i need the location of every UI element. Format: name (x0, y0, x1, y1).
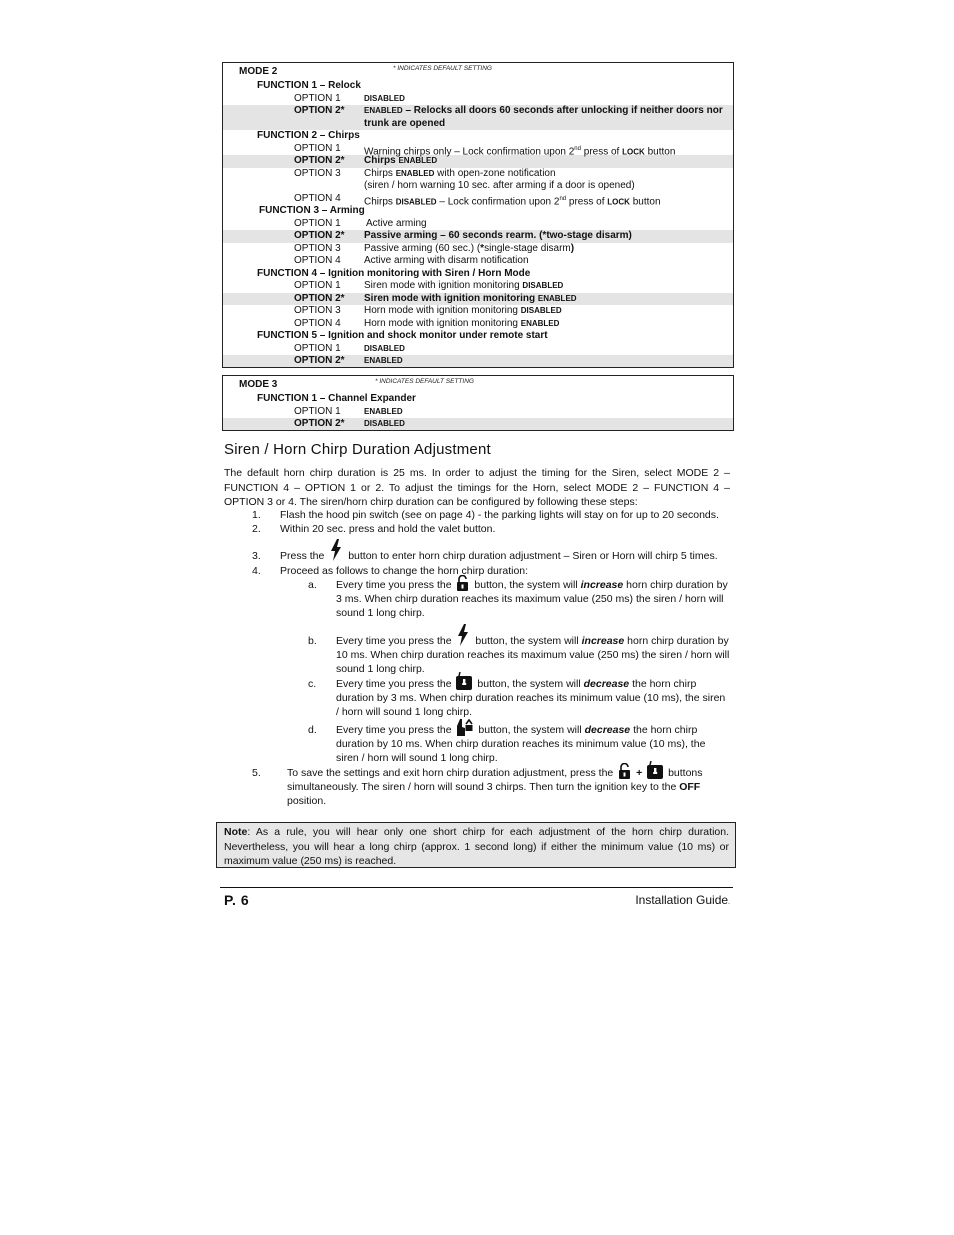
unlock-icon (456, 575, 469, 591)
option-label: OPTION 1 (294, 92, 341, 104)
default-option-row: OPTION 2* Siren mode with ignition monitoring ENABLED (223, 293, 733, 306)
lightning-icon (456, 624, 470, 646)
function-title: FUNCTION 1 – Channel Expander (257, 393, 416, 404)
trunk-icon (456, 672, 472, 690)
page: MODE 2 * INDICATES DEFAULT SETTING FUNCTION 1 – Relock OPTION 1 DISABLED OPTION 2* ENABLED – Relocks all doors 60 seconds after unlocking if neither doors nor trunk are opened FUNCTION 2 – Chirps OPTION 1 Warning chirps only – Lock confirmation upon 2nd press of LOCK button OPTION 2* Chirps ENABLED OPTION 3 Chirps ENABLED with open-zone notification (siren / horn warning 10 sec. after arming if a door is opened) OPTION 4 Chirps DISABLED – Lock confirmation upon 2nd press of LOCK button FUNCTION 3 – Arming OPTION 1 Active arming OPTION 2* Passive arming – 60 seconds rearm. (*two-stage disarm) OPTION 3 Passive arming (60 sec.) (*single-stage disarm) OPTION 4 Active arming with disarm notification FUNCTION 4 – Ignition monitoring with Siren / Horn Mode OPTION 1 Siren mode with ignition monitoring DISABLED OPTION 2* Siren mode with ignition monitoring ENABLED OPTION 3 Horn mode with ignition monitoring DISABLED OPTION 4 Horn mode with ignition monitoring ENABLED FUNCTION 5 – Ignition and shock monitor under remote start OPTION 1 DISABLED OPTION 2* ENABLED MODE 3 * INDICATES DEFAULT SETTING FUNCTION 1 – Channel Expander OPTION 1 ENABLED OPTION 2* DISABLED Siren / Horn Chirp Duration Adjustment The default horn chirp duration is 25 ms. In order to adjust the timing for the Siren, select MODE 2 – FUNCTION 4 – OPTION 1 or 2. To adjust the timings for the Horn, select MODE 2 – FUNCTION 4 – OPTION 3 or 4. The siren/horn chirp duration can be configured by following these steps: 1. Flash the hood pin switch (see on page 4) - the parking lights will stay on for up to 20 seconds. 2. Within 20 sec. press and hold the valet button. 3. Press the button to enter horn chirp duration adjustment – Siren or Horn will chirp 5 times. 4. Proceed as follows to change the horn chirp duration: a. Every time you press the button, the system will increase horn chirp duration by 3 ms. When chirp duration reaches its maximum value (250 ms) the siren / horn will sound 1 long chirp. b. Every time you press the button, the system will increase horn chirp duration by 10 ms. When chirp duration reaches its maximum value (250 ms) the siren / horn will sound 1 long chirp. c. Every time you press the button, the system will decrease the horn chirp duration by 3 ms. When chirp duration reaches its minimum value (10 ms), the siren / horn will sound 1 long chirp. d. Every time you press the button, the system will decrease the horn chirp duration by 10 ms. When chirp duration reaches its minimum value (10 ms), the siren / horn will sound 1 long chirp. 5. To save the settings and exit horn chirp duration adjustment, press the + buttons simultaneously. The siren / horn will sound 3 chirps. Then turn the ignition key to the OFF position. Note: As a rule, you will hear only one short chirp for each adjustment of the horn chirp duration. Nevertheless, you will hear a long chirp (approx. 1 second long) if either the minimum value (10 ms) or maximum value (250 ms) is reached. P. 6 Installation Guide. (0, 0, 954, 1235)
mode3-table: MODE 3 * INDICATES DEFAULT SETTING FUNCTION 1 – Channel Expander OPTION 1 ENABLED OPTION 2* DISABLED (222, 375, 734, 431)
default-setting-note: * INDICATES DEFAULT SETTING (393, 65, 492, 72)
note-box (216, 822, 736, 868)
mode2-title: MODE 2 (239, 66, 278, 77)
default-option-row: OPTION 2* ENABLED (223, 355, 733, 367)
trunk-icon (647, 761, 663, 779)
function-title: FUNCTION 4 – Ignition monitoring with Siren / Horn Mode (257, 267, 531, 279)
unlock-icon (618, 763, 631, 779)
default-option-row: OPTION 2* DISABLED (223, 418, 733, 430)
function-title: FUNCTION 5 – Ignition and shock monitor under remote start (257, 330, 548, 341)
mode2-table: MODE 2 * INDICATES DEFAULT SETTING FUNCTION 1 – Relock OPTION 1 DISABLED OPTION 2* ENABLED – Relocks all doors 60 seconds after unlocking if neither doors nor trunk are opened FUNCTION 2 – Chirps OPTION 1 Warning chirps only – Lock confirmation upon 2nd press of LOCK button OPTION 2* Chirps ENABLED OPTION 3 Chirps ENABLED with open-zone notification (siren / horn warning 10 sec. after arming if a door is opened) OPTION 4 Chirps DISABLED – Lock confirmation upon 2nd press of LOCK button FUNCTION 3 – Arming OPTION 1 Active arming OPTION 2* Passive arming – 60 seconds rearm. (*two-stage disarm) OPTION 3 Passive arming (60 sec.) (*single-stage disarm) OPTION 4 Active arming with disarm notification FUNCTION 4 – Ignition monitoring with Siren / Horn Mode OPTION 1 Siren mode with ignition monitoring DISABLED OPTION 2* Siren mode with ignition monitoring ENABLED OPTION 3 Horn mode with ignition monitoring DISABLED OPTION 4 Horn mode with ignition monitoring ENABLED FUNCTION 5 – Ignition and shock monitor under remote start OPTION 1 DISABLED OPTION 2* ENABLED (222, 62, 734, 368)
page-number: P. 6 (224, 892, 250, 908)
mode3-title: MODE 3 (239, 379, 278, 390)
footer-rule (220, 887, 733, 888)
default-option-row: OPTION 2* Chirps ENABLED (223, 155, 733, 168)
default-option-row: OPTION 2* ENABLED – Relocks all doors 60 seconds after unlocking if neither doors nor trunk are opened (223, 105, 733, 130)
guide-title: Installation Guide. (635, 893, 730, 907)
section-heading: Siren / Horn Chirp Duration Adjustment (224, 441, 491, 458)
intro-paragraph: The default horn chirp duration is 25 ms. In order to adjust the timing for the Siren, select MODE 2 – FUNCTION 4 – OPTION 1 or 2. To adjust the timings for the Horn, select MODE 2 – FUNCTION 4 – OPTION 3 or 4. The siren/horn chirp duration can be configured by following these steps: (224, 467, 730, 508)
note-label: Note (224, 826, 248, 838)
function-title: FUNCTION 1 – Relock (257, 80, 361, 91)
default-option-row: OPTION 2* Passive arming – 60 seconds rearm. (*two-stage disarm) (223, 230, 733, 243)
lightning-icon (329, 539, 343, 561)
note-text: : As a rule, you will hear only one short chirp for each adjustment of the horn chirp duration. Nevertheless, you will hear a long chirp (approx. 1 second long) if either the minimum value (10 ms) or maximum value (250 ms) is reached. (224, 826, 729, 867)
function-title: FUNCTION 3 – Arming (259, 205, 365, 216)
default-setting-note: * INDICATES DEFAULT SETTING (375, 378, 474, 385)
function-title: FUNCTION 2 – Chirps (257, 130, 360, 141)
car-start-icon (456, 719, 473, 736)
